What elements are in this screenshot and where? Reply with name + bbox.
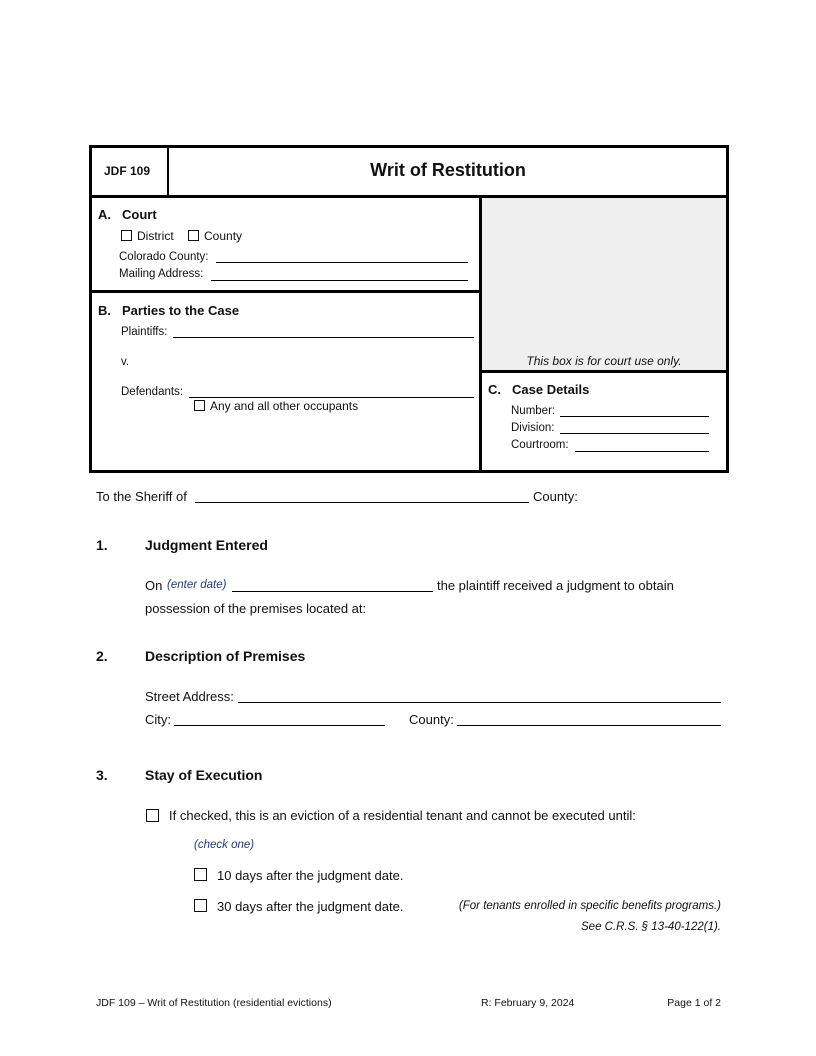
- city-label: City:: [145, 712, 171, 727]
- case-details-heading: Case Details: [512, 382, 590, 397]
- section1-on: On: [145, 578, 163, 593]
- case-details-letter: C.: [488, 382, 501, 397]
- street-address-label: Street Address:: [145, 689, 234, 704]
- section2-number: 2.: [96, 648, 108, 664]
- statute-reference: See C.R.S. § 13-40-122(1).: [581, 921, 721, 933]
- parties-heading: Parties to the Case: [122, 303, 240, 318]
- parties-letter: B.: [98, 303, 111, 318]
- benefits-note: (For tenants enrolled in specific benefits programs.): [458, 900, 721, 912]
- judgment-date-hint: (enter date): [167, 579, 227, 591]
- versus-label: v.: [121, 356, 130, 368]
- other-occupants-checkbox[interactable]: [194, 400, 205, 411]
- city-field[interactable]: [174, 725, 385, 726]
- premises-county-field[interactable]: [457, 725, 721, 726]
- mailing-address-label: Mailing Address:: [119, 268, 204, 280]
- county-checkbox[interactable]: [188, 230, 199, 241]
- section1-text-a: the plaintiff received a judgment to obtain: [437, 578, 674, 593]
- section3-number: 3.: [96, 767, 108, 783]
- residential-tenant-label: If checked, this is an eviction of a residential tenant and cannot be executed until:: [169, 808, 636, 823]
- section2-heading: Description of Premises: [145, 648, 306, 664]
- section1-text-b: possession of the premises located at:: [145, 601, 367, 616]
- court-heading: Court: [122, 207, 157, 222]
- premises-county-label: County:: [409, 712, 454, 727]
- check-one-hint: (check one): [194, 839, 255, 851]
- court-use-box: [482, 198, 726, 370]
- ten-days-label: 10 days after the judgment date.: [217, 868, 404, 883]
- thirty-days-checkbox[interactable]: [194, 899, 207, 912]
- plaintiffs-field[interactable]: [173, 337, 474, 338]
- courtroom-label: Courtroom:: [511, 439, 569, 451]
- other-occupants-label: Any and all other occupants: [210, 399, 359, 413]
- court-use-divider: [480, 370, 729, 373]
- case-number-label: Number:: [511, 405, 556, 417]
- district-checkbox[interactable]: [121, 230, 132, 241]
- judgment-date-field[interactable]: [232, 591, 433, 592]
- section1-number: 1.: [96, 537, 108, 553]
- defendants-label: Defendants:: [121, 386, 184, 398]
- sheriff-prefix: To the Sheriff of: [96, 489, 187, 504]
- form-id: JDF 109: [104, 164, 151, 178]
- sheriff-county-field[interactable]: [195, 502, 529, 503]
- footer-page-number: Page 1 of 2: [667, 997, 721, 1009]
- court-parties-divider: [89, 290, 481, 293]
- court-use-note: This box is for court use only.: [526, 354, 682, 368]
- page-title: Writ of Restitution: [370, 160, 526, 180]
- plaintiffs-label: Plaintiffs:: [121, 326, 168, 338]
- division-field[interactable]: [560, 433, 709, 434]
- defendants-field[interactable]: [189, 397, 474, 398]
- residential-tenant-checkbox[interactable]: [146, 809, 159, 822]
- colorado-county-field[interactable]: [216, 262, 468, 263]
- ten-days-checkbox[interactable]: [194, 868, 207, 881]
- division-label: Division:: [511, 422, 555, 434]
- thirty-days-label: 30 days after the judgment date.: [217, 899, 404, 914]
- footer-form-label: JDF 109 – Writ of Restitution (residential evictions): [96, 997, 332, 1009]
- colorado-county-label: Colorado County:: [119, 251, 209, 263]
- court-letter: A.: [98, 207, 111, 222]
- street-address-field[interactable]: [238, 702, 721, 703]
- county-label: County: [204, 229, 243, 243]
- district-label: District: [137, 229, 174, 243]
- form-id-divider: [167, 145, 169, 197]
- sheriff-suffix: County:: [533, 489, 578, 504]
- section1-heading: Judgment Entered: [145, 537, 268, 553]
- section3-heading: Stay of Execution: [145, 767, 263, 783]
- footer-revision: R: February 9, 2024: [481, 997, 575, 1009]
- courtroom-field[interactable]: [575, 451, 709, 452]
- mailing-address-field[interactable]: [211, 280, 468, 281]
- case-number-field[interactable]: [560, 416, 709, 417]
